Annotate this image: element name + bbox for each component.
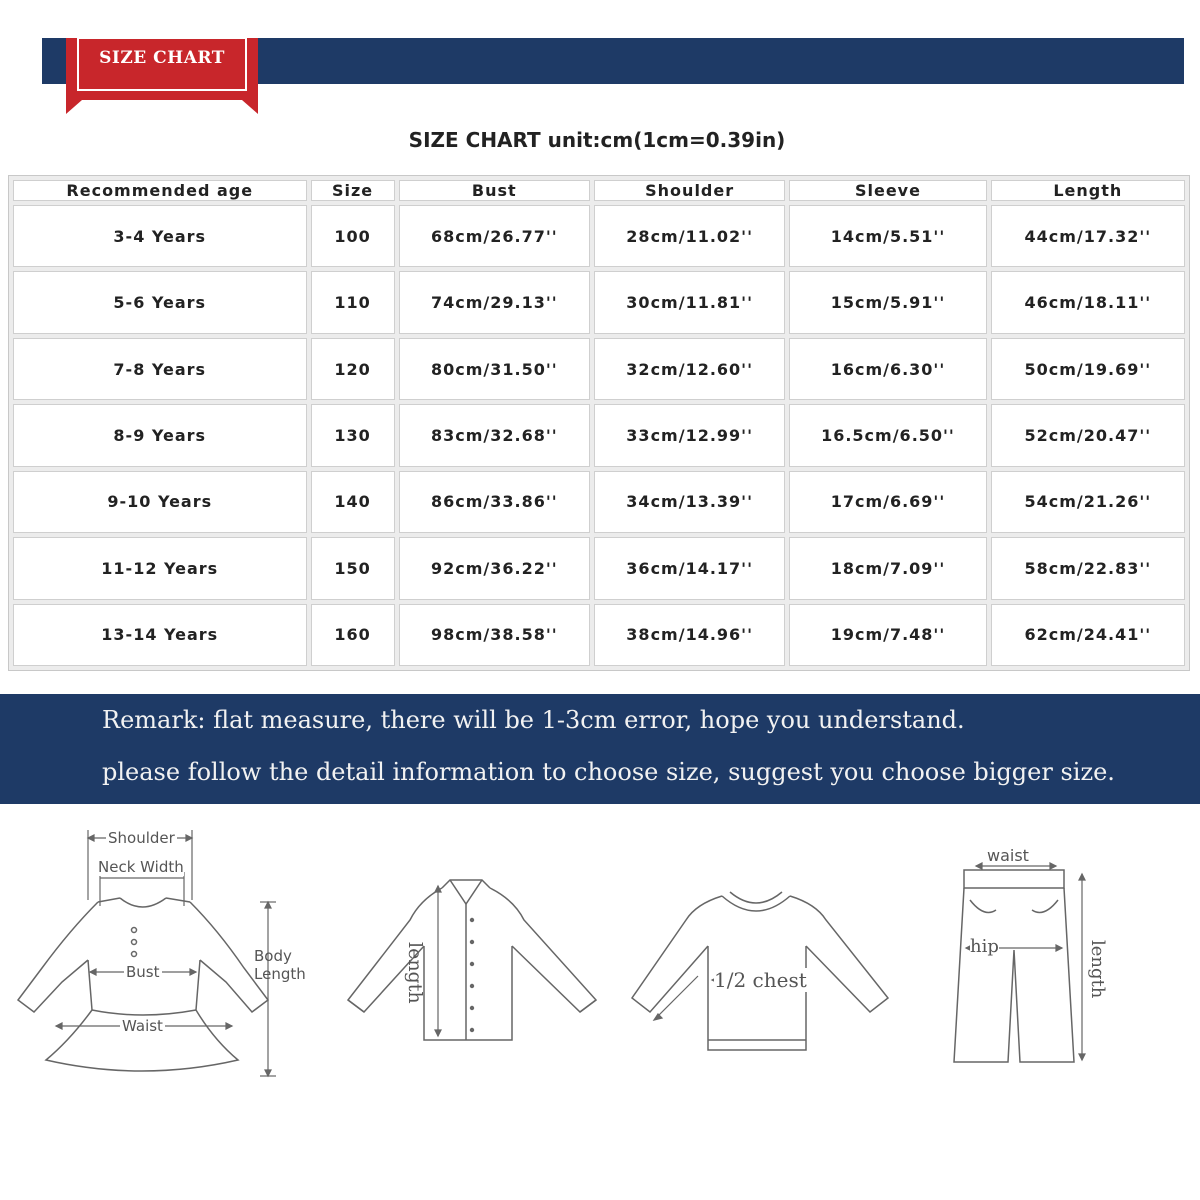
table-cell: 19cm/7.48'': [789, 604, 986, 666]
table-cell: 18cm/7.09'': [789, 537, 986, 599]
table-row: [13, 338, 1185, 400]
table-row: [13, 604, 1185, 666]
column-header: Bust: [399, 180, 590, 201]
table-cell: 7-8 Years: [13, 338, 307, 400]
table-cell: 17cm/6.69'': [789, 471, 986, 533]
table-cell: 98cm/38.58'': [399, 604, 590, 666]
shirt-measurement-figure: [340, 860, 610, 1060]
table-cell: 30cm/11.81'': [594, 271, 785, 333]
table-cell: 83cm/32.68'': [399, 404, 590, 466]
table-cell: 16cm/6.30'': [789, 338, 986, 400]
hip-label: hip: [970, 936, 999, 957]
table-row: [13, 404, 1185, 466]
table-cell: 110: [311, 271, 395, 333]
table-cell: 120: [311, 338, 395, 400]
table-cell: 58cm/22.83'': [991, 537, 1185, 599]
bust-label: Bust: [126, 963, 160, 981]
badge-label: SIZE CHART: [99, 48, 225, 68]
table-cell: 28cm/11.02'': [594, 205, 785, 267]
table-cell: 8-9 Years: [13, 404, 307, 466]
table-cell: 36cm/14.17'': [594, 537, 785, 599]
table-cell: 13-14 Years: [13, 604, 307, 666]
table-cell: 32cm/12.60'': [594, 338, 785, 400]
table-cell: 62cm/24.41'': [991, 604, 1185, 666]
table-cell: 46cm/18.11'': [991, 271, 1185, 333]
neck-width-label: Neck Width: [98, 858, 184, 876]
shoulder-label: Shoulder: [108, 829, 175, 847]
table-cell: 14cm/5.51'': [789, 205, 986, 267]
pants-measurement-figure: [940, 840, 1120, 1080]
shirt-length-label: length: [404, 942, 426, 1004]
sweater-measurement-figure: [626, 880, 896, 1060]
table-cell: 150: [311, 537, 395, 599]
column-header: Recommended age: [13, 180, 307, 201]
table-cell: 54cm/21.26'': [991, 471, 1185, 533]
table-cell: 160: [311, 604, 395, 666]
table-cell: 100: [311, 205, 395, 267]
column-header: Shoulder: [594, 180, 785, 201]
waist-label: Waist: [122, 1017, 163, 1035]
table-cell: 68cm/26.77'': [399, 205, 590, 267]
remark-band: [0, 694, 1200, 804]
column-header: Size: [311, 180, 395, 201]
body-label: Body: [254, 947, 292, 965]
column-header: Length: [991, 180, 1185, 201]
table-cell: 74cm/29.13'': [399, 271, 590, 333]
table-cell: 11-12 Years: [13, 537, 307, 599]
remark-line-1: Remark: flat measure, there will be 1-3cm error, hope you understand.: [102, 706, 965, 734]
table-row: [13, 471, 1185, 533]
table-row: [13, 205, 1185, 267]
pants-waist-label: waist: [984, 846, 1032, 865]
table-cell: 50cm/19.69'': [991, 338, 1185, 400]
table-cell: 80cm/31.50'': [399, 338, 590, 400]
table-cell: 9-10 Years: [13, 471, 307, 533]
column-header: Sleeve: [789, 180, 986, 201]
table-cell: 3-4 Years: [13, 205, 307, 267]
table-row: [13, 537, 1185, 599]
table-cell: 52cm/20.47'': [991, 404, 1185, 466]
remark-line-2: please follow the detail information to choose size, suggest you choose bigger size.: [102, 758, 1115, 786]
shirt-illustration: [340, 860, 610, 1060]
table-cell: 92cm/36.22'': [399, 537, 590, 599]
table-row: [13, 271, 1185, 333]
length-label: Length: [254, 965, 306, 983]
pants-length-label: length: [1087, 940, 1108, 999]
size-chart-badge: [66, 38, 258, 114]
dress-measurement-figure: [0, 820, 320, 1090]
table-cell: 130: [311, 404, 395, 466]
table-cell: 86cm/33.86'': [399, 471, 590, 533]
table-cell: 34cm/13.39'': [594, 471, 785, 533]
table-cell: 16.5cm/6.50'': [789, 404, 986, 466]
size-table: [8, 175, 1190, 671]
table-cell: 38cm/14.96'': [594, 604, 785, 666]
table-cell: 33cm/12.99'': [594, 404, 785, 466]
table-cell: 44cm/17.32'': [991, 205, 1185, 267]
half-chest-label: 1/2 chest: [714, 968, 807, 992]
table-cell: 140: [311, 471, 395, 533]
table-cell: 15cm/5.91'': [789, 271, 986, 333]
table-header-row: [13, 180, 1185, 201]
page-title: SIZE CHART unit:cm(1cm=0.39in): [408, 128, 786, 152]
table-cell: 5-6 Years: [13, 271, 307, 333]
